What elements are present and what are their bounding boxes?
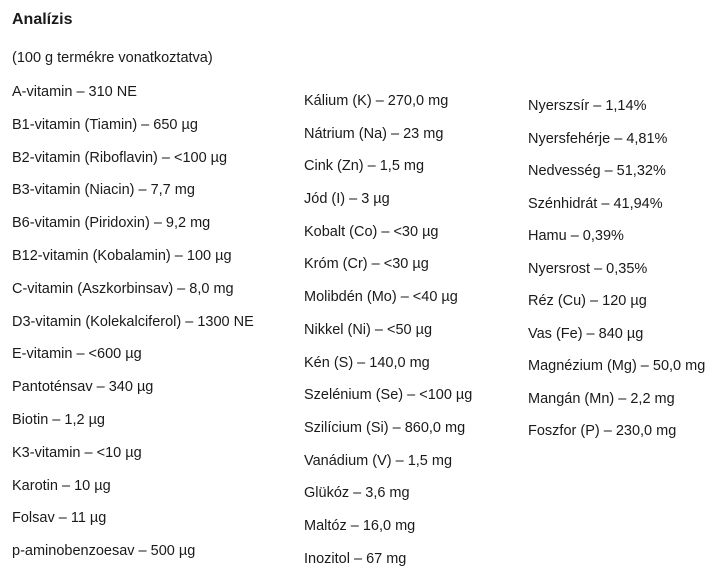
list-item: B6-vitamin (Piridoxin) – 9,2 mg — [12, 215, 211, 232]
list-item: Króm (Cr) – <30 µg — [304, 256, 429, 273]
list-item: B2-vitamin (Riboflavin) – <100 µg — [12, 149, 228, 166]
list-item: Karotin – 10 µg — [12, 477, 111, 494]
list-item: Cink (Zn) – 1,5 mg — [304, 158, 425, 175]
list-item: Nyerszsír – 1,14% — [528, 98, 647, 114]
list-item: Foszfor (P) – 230,0 mg — [528, 423, 677, 439]
composition-column — [528, 96, 705, 454]
list-item: E-vitamin – <600 µg — [12, 346, 142, 363]
list-item: Vas (Fe) – 840 µg — [528, 325, 644, 342]
list-item: Kobalt (Co) – <30 µg — [304, 223, 439, 240]
list-item: B1-vitamin (Tiamin) – 650 µg — [12, 116, 198, 133]
list-item: Folsav – 11 µg — [12, 510, 107, 527]
minerals-column — [304, 91, 472, 581]
list-item: Magnézium (Mg) – 50,0 mg — [528, 358, 706, 374]
list-item: Nyersrost – 0,35% — [528, 260, 648, 277]
list-item: Szilícium (Si) – 860,0 mg — [304, 419, 466, 436]
list-item: Glükóz – 3,6 mg — [304, 485, 410, 502]
list-item: Szénhidrát – 41,94% — [528, 195, 663, 212]
list-item: D3-vitamin (Kolekalciferol) – 1300 NE — [12, 313, 254, 330]
list-item: Réz (Cu) – 120 µg — [528, 293, 647, 309]
list-item: B12-vitamin (Kobalamin) – 100 µg — [12, 247, 232, 264]
list-item: Kén (S) – 140,0 mg — [304, 354, 430, 371]
list-item: Maltóz – 16,0 mg — [304, 517, 416, 534]
list-item: Vanádium (V) – 1,5 mg — [304, 452, 453, 469]
list-item: Nátrium (Na) – 23 mg — [304, 125, 444, 142]
list-item: Biotin – 1,2 µg — [12, 411, 105, 428]
list-item: Jód (I) – 3 µg — [304, 191, 390, 208]
list-item: Kálium (K) – 270,0 mg — [304, 93, 449, 109]
vitamins-column — [12, 82, 254, 574]
list-item: Molibdén (Mo) – <40 µg — [304, 289, 458, 306]
list-item: Szelénium (Se) – <100 µg — [304, 387, 473, 404]
list-item: B3-vitamin (Niacin) – 7,7 mg — [12, 182, 195, 199]
list-item: Mangán (Mn) – 2,2 mg — [528, 390, 675, 407]
list-item: Nedvesség – 51,32% — [528, 163, 666, 179]
list-item: p-aminobenzoesav – 500 µg — [12, 543, 196, 560]
list-item: Nyersfehérje – 4,81% — [528, 130, 668, 147]
list-item: Inozitol – 67 mg — [304, 550, 407, 567]
page-title: Analízis — [12, 11, 73, 28]
list-item: Hamu – 0,39% — [528, 228, 624, 244]
list-item: Nikkel (Ni) – <50 µg — [304, 321, 433, 338]
list-item: C-vitamin (Aszkorbinsav) – 8,0 mg — [12, 280, 234, 297]
list-item: A-vitamin – 310 NE — [12, 84, 137, 100]
page-subtitle: (100 g termékre vonatkoztatva) — [12, 50, 213, 66]
list-item: K3-vitamin – <10 µg — [12, 444, 142, 461]
list-item: Pantoténsav – 340 µg — [12, 379, 154, 396]
